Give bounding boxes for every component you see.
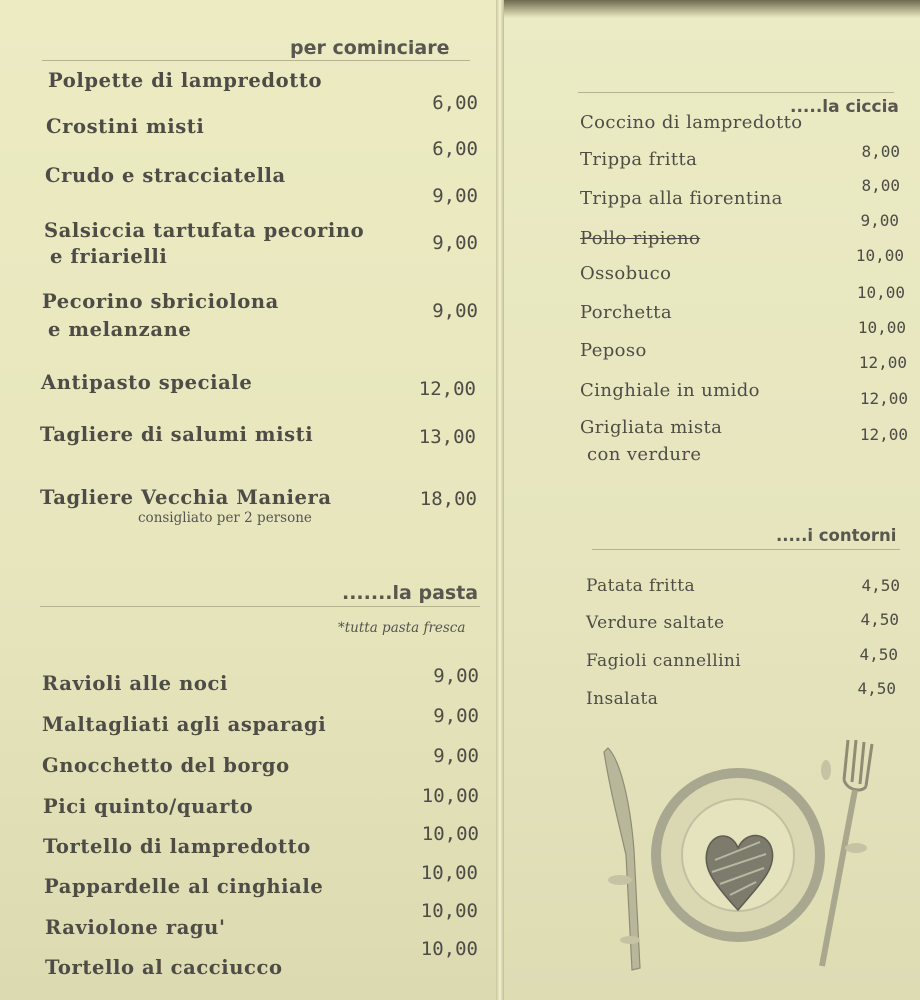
menu-item-name: Porchetta (580, 302, 672, 323)
page-fold (496, 0, 504, 1000)
menu-item-name: Grigliata mista (580, 417, 723, 438)
page-shadow (502, 0, 920, 18)
pasta-note: *tutta pasta fresca (338, 620, 466, 636)
menu-item-name-crossed: Pollo ripieno (580, 228, 701, 249)
menu-item-name: Raviolone ragu' (45, 916, 226, 939)
menu-item-name: Polpette di lampredotto (48, 69, 323, 92)
menu-item-name: Antipasto speciale (41, 371, 253, 394)
menu-item-name-line2: e friarielli (50, 245, 168, 268)
menu-item-price: 4,50 (861, 576, 900, 595)
section-rule (592, 549, 900, 550)
menu-item-name: Tagliere Vecchia Maniera (40, 486, 332, 509)
menu-item-name-line2: e melanzane (48, 318, 192, 341)
menu-item-price: 10,00 (420, 900, 478, 922)
menu-item-price: 9,00 (433, 745, 479, 767)
section-title-ciccia: .....la ciccia (790, 97, 899, 117)
menu-item-price: 9,00 (433, 705, 479, 727)
menu-item-price: 9,00 (433, 665, 479, 687)
menu-item-price: 12,00 (859, 389, 908, 408)
menu-item-name: Coccino di lampredotto (580, 112, 803, 133)
section-title-contorni: .....i contorni (776, 526, 897, 545)
menu-item-price: 12,00 (859, 425, 908, 444)
menu-item-name: Cinghiale in umido (580, 380, 760, 401)
menu-item-price: 10,00 (420, 862, 478, 884)
menu-item-name: Crudo e stracciatella (45, 164, 286, 187)
menu-item-name: Trippa fritta (580, 149, 698, 170)
menu-item-name: Maltagliati agli asparagi (42, 713, 327, 736)
menu-item-name: Ossobuco (580, 263, 672, 284)
menu-item-price: 8,00 (861, 142, 900, 161)
menu-item-price: 4,50 (860, 610, 899, 629)
menu-item-name: Ravioli alle noci (42, 672, 228, 695)
menu-item-price: 10,00 (856, 283, 905, 302)
menu-item-price: 10,00 (421, 785, 479, 807)
menu-item-price: 9,00 (432, 232, 478, 254)
menu-item-name: Tagliere di salumi misti (40, 423, 314, 446)
menu-item-name: Salsiccia tartufata pecorino (44, 219, 365, 242)
menu-item-price: 12,00 (418, 378, 476, 400)
menu-item-price: 6,00 (432, 138, 478, 160)
menu-item-name: Trippa alla fiorentina (580, 188, 783, 209)
menu-item-name: Pecorino sbriciolona (42, 290, 279, 313)
menu-item-price: 4,50 (859, 645, 898, 664)
menu-item-name: Crostini misti (46, 115, 205, 138)
menu-item-name: Pici quinto/quarto (43, 795, 254, 818)
menu-item-name: Peposo (580, 340, 647, 361)
menu-item-price: 18,00 (419, 488, 477, 510)
menu-item-price: 10,00 (857, 318, 906, 337)
menu-item-price: 13,00 (418, 426, 476, 448)
menu-item-name: Insalata (586, 689, 659, 709)
menu-item-note: consigliato per 2 persone (138, 510, 312, 526)
menu-item-name: Patata fritta (586, 576, 696, 596)
section-title-cominciare: per cominciare (290, 37, 450, 59)
menu-item-price: 12,00 (858, 353, 907, 372)
cutlery-illustration (590, 730, 890, 980)
menu-item-price: 9,00 (860, 211, 899, 230)
menu-item-price: 9,00 (432, 300, 478, 322)
menu-item-name: Pappardelle al cinghiale (44, 875, 324, 898)
menu-item-name: Tortello di lampredotto (43, 835, 311, 858)
menu-item-price: 6,00 (432, 92, 478, 114)
section-rule (42, 60, 470, 61)
section-title-pasta: .......la pasta (342, 582, 479, 604)
section-rule (40, 606, 480, 607)
menu-item-price: 10,00 (420, 938, 478, 960)
menu-item-name: Fagioli cannellini (586, 651, 742, 671)
menu-item-price: 9,00 (432, 185, 478, 207)
menu-item-price: 4,50 (857, 679, 896, 698)
menu-item-name: Verdure saltate (586, 613, 725, 633)
menu-item-name: Gnocchetto del borgo (42, 754, 290, 777)
menu-item-name-line2: con verdure (587, 444, 702, 465)
menu-item-price: 10,00 (855, 246, 904, 265)
menu-item-name: Tortello al cacciucco (45, 956, 283, 979)
menu-item-price: 10,00 (421, 823, 479, 845)
menu-item-price: 8,00 (861, 176, 900, 195)
section-rule (578, 92, 894, 93)
